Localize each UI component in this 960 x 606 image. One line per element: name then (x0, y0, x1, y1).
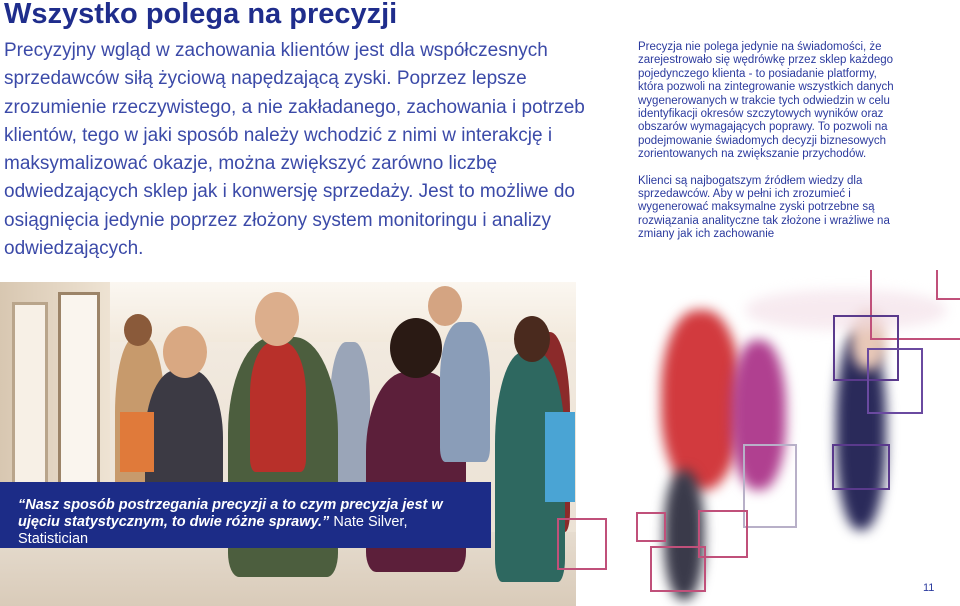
page-title: Wszystko polega na precyzji (4, 0, 398, 30)
sidebar-text (638, 41, 900, 255)
decor-square (557, 518, 607, 570)
quote-box (0, 482, 491, 548)
page-number: 11 (923, 582, 935, 594)
motion-blur-photo (636, 270, 960, 606)
quote-text: “Nasz sposób postrzegania precyzji a to czym precyzja jest w ujęciu statystycznym, to dwie różne sprawy.” (18, 497, 443, 530)
shoppers-photo (0, 282, 576, 606)
sidebar-paragraph-2: Klienci są najbogatszym źródłem wiedzy dla sprzedawców. Aby w pełni ich zrozumieć i wygenerować maksymalne zyski potrzebne są rozwiązania analityczne tak złożone i wrażliwe na zmiany jak ich zachowanie (638, 174, 890, 241)
sidebar-paragraph-1: Precyzja nie polega jedynie na świadomości, że zarejestrowało się wędrówkę przez sklep każdego pojedynczego klienta - to posiadanie platformy, która pozwoli na zintegrowanie wszystkich danych wygenerowanych w trakcie tych odwiedzin w celu identyfikacji okresów szczytowych wyników oraz obszarów wymagających poprawy. To pozwoli na podejmowanie świadomych decyzji biznesowych zorientowanych na zwiększanie przychodów. (638, 41, 894, 161)
lead-paragraph: Precyzyjny wgląd w zachowania klientów jest dla współczesnych sprzedawców siłą życiową napędzającą zyski. Poprzez lepsze zrozumienie rzeczywistego, a nie zakładanego, zachowania i potrzeb klientów, tego w jaki sposób należy wchodzić z nimi w interakcję i maksymalizować okazje, można zwiększyć zarówno liczbę odwiedzających sklep jak i konwersję sprzedaży. Jest to możliwe do osiągnięcia jedynie poprzez złożony system monitoringu i analizy odwiedzających. (4, 40, 585, 260)
lead-text (4, 37, 604, 263)
quote-author: Nate Silver, Statistician (18, 514, 408, 547)
